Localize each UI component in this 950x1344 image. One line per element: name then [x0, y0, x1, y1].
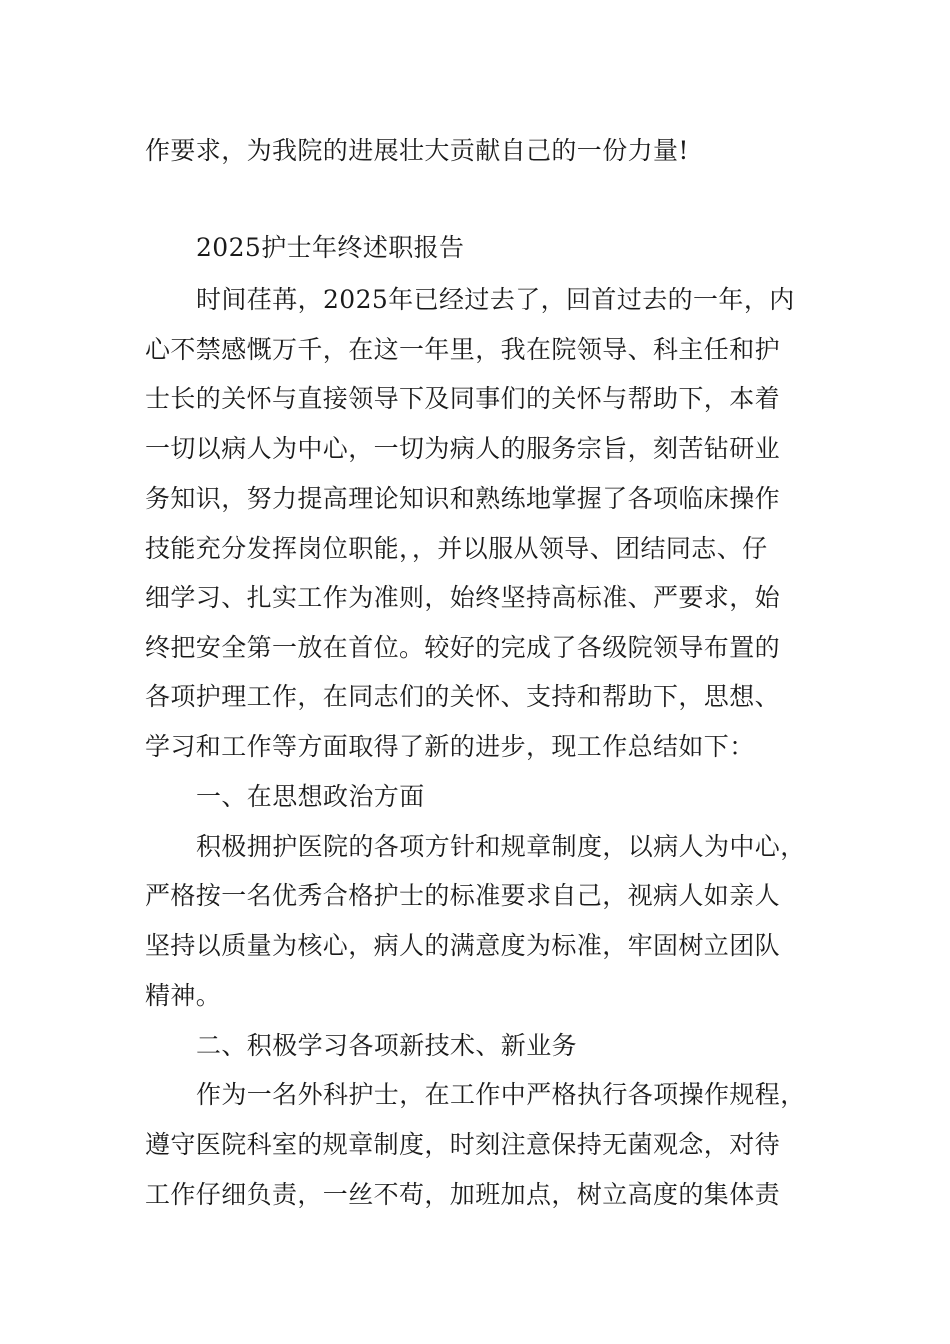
text-line: 士长的关怀与直接领导下及同事们的关怀与帮助下，本着 [145, 384, 781, 413]
text-line: 各项护理工作，在同志们的关怀、支持和帮助下，思想、 [145, 682, 781, 711]
text-line: 工作仔细负责，一丝不苟，加班加点，树立高度的集体责 [145, 1180, 781, 1209]
text-line: 终把安全第一放在首位。较好的完成了各级院领导布置的 [145, 633, 781, 662]
text-line: 遵守医院科室的规章制度，时刻注意保持无菌观念，对待 [145, 1130, 781, 1159]
text-line: 学习和工作等方面取得了新的进步，现工作总结如下： [145, 732, 755, 761]
text-line: 细学习、扎实工作为准则，始终坚持高标准、严要求，始 [145, 583, 781, 612]
report-title: 2025护士年终述职报告 [196, 233, 465, 262]
text-line: 精神。 [145, 981, 222, 1010]
text-line: 务知识，努力提高理论知识和熟练地掌握了各项临床操作 [145, 484, 781, 513]
text-line: 心不禁感慨万千，在这一年里，我在院领导、科主任和护 [145, 335, 781, 364]
text-line: 时间荏苒，2025年已经过去了，回首过去的一年，内 [196, 285, 795, 314]
section-heading: 二、积极学习各项新技术、新业务 [196, 1031, 578, 1060]
text-line: 一切以病人为中心，一切为病人的服务宗旨，刻苦钻研业 [145, 434, 781, 463]
section-heading: 一、在思想政治方面 [196, 782, 425, 811]
text-line: 作为一名外科护士，在工作中严格执行各项操作规程， [196, 1080, 806, 1109]
text-line: 严格按一名优秀合格护士的标准要求自己，视病人如亲人 [145, 881, 781, 910]
text-line-continuation: 作要求，为我院的进展壮大贡献自己的一份力量! [145, 136, 689, 165]
text-line: 坚持以质量为核心，病人的满意度为标准，牢固树立团队 [145, 931, 781, 960]
text-line: 积极拥护医院的各项方针和规章制度，以病人为中心， [196, 832, 806, 861]
text-line: 技能充分发挥岗位职能，，并以服从领导、团结同志、仔 [145, 534, 768, 563]
